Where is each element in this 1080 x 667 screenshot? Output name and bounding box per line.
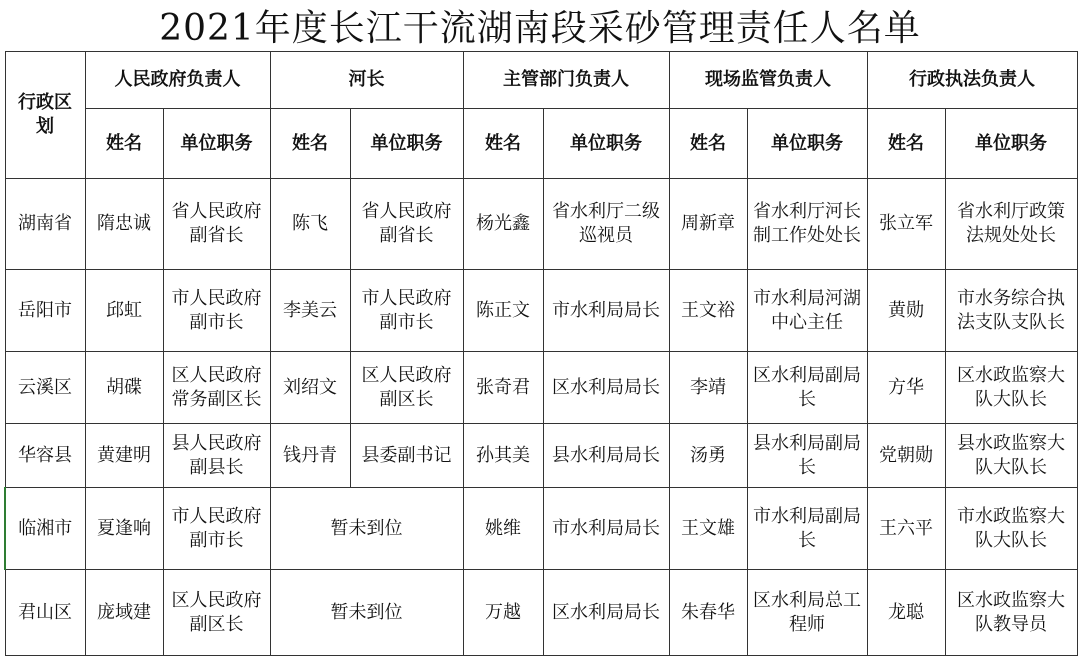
law-name-cell: 张立军	[867, 179, 945, 270]
responsibility-table	[4, 51, 1078, 656]
gov-position-cell: 市人民政府副市长	[163, 270, 270, 352]
gov-name-cell: 邱虹	[85, 270, 163, 352]
header-site: 现场监管负责人	[669, 52, 867, 109]
dept-name-cell: 杨光鑫	[463, 179, 543, 270]
river-name-cell: 李美云	[270, 270, 350, 352]
dept-position-cell: 市水利局局长	[543, 488, 669, 570]
header-name: 姓名	[463, 109, 543, 179]
site-name-cell: 李靖	[669, 352, 747, 424]
river-merged-cell: 暂未到位	[270, 488, 463, 570]
site-name-cell: 周新章	[669, 179, 747, 270]
header-position: 单位职务	[945, 109, 1077, 179]
river-merged-cell: 暂未到位	[270, 570, 463, 656]
table-row	[5, 270, 1077, 352]
header-region: 行政区划	[5, 52, 85, 179]
law-position-cell: 市水政监察大队大队长	[945, 488, 1077, 570]
dept-name-cell: 张奇君	[463, 352, 543, 424]
gov-position-cell: 区人民政府副区长	[163, 570, 270, 656]
gov-name-cell: 夏逢响	[85, 488, 163, 570]
law-position-cell: 区水政监察大队教导员	[945, 570, 1077, 656]
dept-position-cell: 市水利局局长	[543, 270, 669, 352]
header-position: 单位职务	[747, 109, 867, 179]
header-name: 姓名	[669, 109, 747, 179]
table-row	[5, 488, 1077, 570]
site-position-cell: 区水利局副局长	[747, 352, 867, 424]
law-position-cell: 区水政监察大队大队长	[945, 352, 1077, 424]
region-cell: 云溪区	[5, 352, 85, 424]
site-position-cell: 省水利厅河长制工作处处长	[747, 179, 867, 270]
law-name-cell: 王六平	[867, 488, 945, 570]
dept-position-cell: 省水利厅二级巡视员	[543, 179, 669, 270]
header-position: 单位职务	[543, 109, 669, 179]
gov-position-cell: 市人民政府副市长	[163, 488, 270, 570]
dept-name-cell: 万越	[463, 570, 543, 656]
gov-position-cell: 县人民政府副县长	[163, 424, 270, 488]
gov-name-cell: 胡碟	[85, 352, 163, 424]
header-name: 姓名	[867, 109, 945, 179]
site-position-cell: 县水利局副局长	[747, 424, 867, 488]
page-title: 2021年度长江干流湖南段采砂管理责任人名单	[159, 7, 921, 49]
site-position-cell: 区水利局总工程师	[747, 570, 867, 656]
header-dept: 主管部门负责人	[463, 52, 669, 109]
table-row	[5, 570, 1077, 656]
site-name-cell: 王文雄	[669, 488, 747, 570]
law-name-cell: 方华	[867, 352, 945, 424]
river-name-cell: 陈飞	[270, 179, 350, 270]
header-law: 行政执法负责人	[867, 52, 1077, 109]
region-cell: 岳阳市	[5, 270, 85, 352]
site-position-cell: 市水利局河湖中心主任	[747, 270, 867, 352]
site-position-cell: 市水利局副局长	[747, 488, 867, 570]
header-name: 姓名	[85, 109, 163, 179]
table-row	[5, 424, 1077, 488]
dept-name-cell: 陈正文	[463, 270, 543, 352]
region-cell: 湖南省	[5, 179, 85, 270]
header-river-chief: 河长	[270, 52, 463, 109]
law-name-cell: 黄勋	[867, 270, 945, 352]
dept-position-cell: 区水利局局长	[543, 352, 669, 424]
law-position-cell: 省水利厅政策法规处处长	[945, 179, 1077, 270]
dept-name-cell: 姚维	[463, 488, 543, 570]
table-row	[5, 179, 1077, 270]
header-row-fields	[5, 109, 1077, 179]
header-row-groups	[5, 52, 1077, 109]
header-position: 单位职务	[163, 109, 270, 179]
header-name: 姓名	[270, 109, 350, 179]
region-cell: 君山区	[5, 570, 85, 656]
river-name-cell: 钱丹青	[270, 424, 350, 488]
dept-position-cell: 县水利局局长	[543, 424, 669, 488]
region-cell: 临湘市	[5, 488, 85, 570]
river-position-cell: 市人民政府副市长	[350, 270, 463, 352]
law-position-cell: 市水务综合执法支队支队长	[945, 270, 1077, 352]
table-row	[5, 352, 1077, 424]
river-name-cell: 刘绍文	[270, 352, 350, 424]
dept-name-cell: 孙其美	[463, 424, 543, 488]
site-name-cell: 王文裕	[669, 270, 747, 352]
gov-name-cell: 黄建明	[85, 424, 163, 488]
law-name-cell: 龙聪	[867, 570, 945, 656]
dept-position-cell: 区水利局局长	[543, 570, 669, 656]
river-position-cell: 省人民政府副省长	[350, 179, 463, 270]
gov-name-cell: 庞域建	[85, 570, 163, 656]
law-name-cell: 党朝勋	[867, 424, 945, 488]
site-name-cell: 朱春华	[669, 570, 747, 656]
gov-name-cell: 隋忠诚	[85, 179, 163, 270]
river-position-cell: 区人民政府副区长	[350, 352, 463, 424]
gov-position-cell: 省人民政府副省长	[163, 179, 270, 270]
gov-position-cell: 区人民政府常务副区长	[163, 352, 270, 424]
region-cell: 华容县	[5, 424, 85, 488]
river-position-cell: 县委副书记	[350, 424, 463, 488]
header-position: 单位职务	[350, 109, 463, 179]
law-position-cell: 县水政监察大队大队长	[945, 424, 1077, 488]
site-name-cell: 汤勇	[669, 424, 747, 488]
header-gov: 人民政府负责人	[85, 52, 270, 109]
